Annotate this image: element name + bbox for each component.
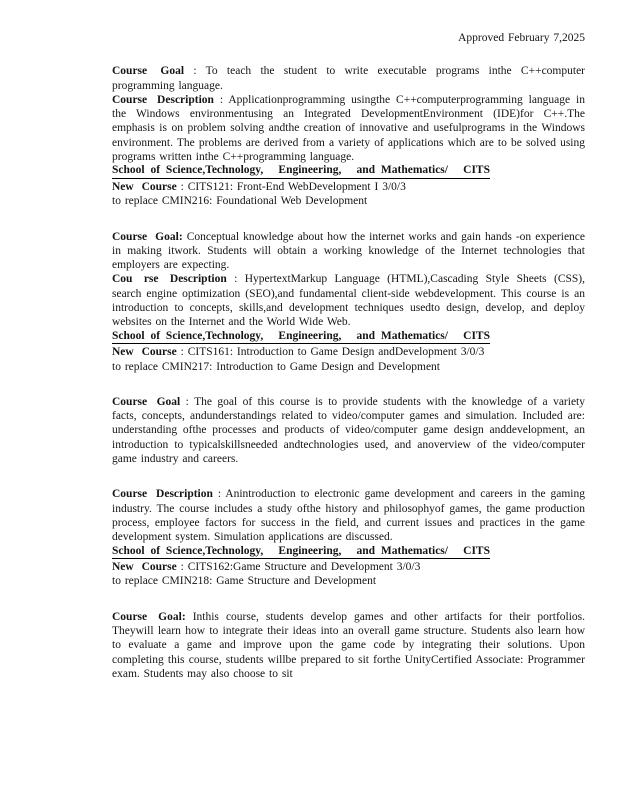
school-department-line <box>112 164 490 179</box>
course-goal-text: To teach the student to write executable programs inthe C++computer programming language. <box>112 65 586 92</box>
course-description-text: Anintroduction to electronic game development and careers in the gaming industry. The course includes a study ofthe history and philosophyof games, the game production process, employee factors for success in the field, and current issues and practices in the game development system. Simulation applications are discussed. <box>112 488 585 544</box>
school-segment: CITS <box>463 544 490 557</box>
label-separator: : <box>226 273 245 286</box>
school-segment: and Mathematics/ <box>356 544 448 557</box>
new-course-text: CITS162:Game Structure and Development 3/0/3 <box>187 561 421 574</box>
course-goal-text: The goal of this course is to provide students with the knowledge of a variety facts, concepts, andunderstandings related to video/computer games and simulation. Included are: understanding ofthe processes and products of video/computer game design anddevelopment, an introduction to typicalskillsneeded andtechnologies used, and anoverview of the video/computer game industry and careers. <box>112 395 585 466</box>
course-description-paragraph <box>112 487 585 544</box>
course-goal-paragraph <box>112 395 585 466</box>
course-goal-text: Inthis course, students develop games and other artifacts for their portfolios. Theywill learn how to integrate their ideas into an overall game structure. Students also learn how to evaluate a game and improve upon the game code by integrating their solutions. Upon completing this course, students willbe prepared to sit forthe UnityCertified Associate: Programmer exam. Students may also choose to sit <box>112 610 586 680</box>
label-separator: : <box>184 65 206 78</box>
new-course-text: CITS121: Front-End WebDevelopment I 3/0/3 <box>187 180 406 193</box>
school-segment: and Mathematics/ <box>356 329 448 342</box>
label-separator: : <box>176 561 188 574</box>
course-goal-label: Course Goal <box>112 395 181 408</box>
school-segment: Engineering, <box>278 329 342 342</box>
school-segment: CITS <box>463 329 490 342</box>
course-goal-paragraph <box>112 230 585 273</box>
school-department-line <box>112 545 490 560</box>
course-goal-label: Course Goal: <box>112 610 186 623</box>
replace-line: to replace CMIN218: Game Structure and Development <box>112 575 377 588</box>
replace-line: to replace CMIN217: Introduction to Game Design and Development <box>112 360 441 373</box>
course-description-label: Cou rse Description <box>112 273 227 286</box>
new-course-line <box>112 345 585 359</box>
course-block-gamestructure-goal <box>112 610 585 681</box>
new-course-text: CITS161: Introduction to Game Design andDevelopment 3/0/3 <box>187 346 485 359</box>
approval-date: Approved February 7,2025 <box>458 32 585 44</box>
label-separator: : <box>213 93 229 106</box>
course-goal-label: Course Goal <box>112 65 185 78</box>
label-separator: : <box>176 346 188 359</box>
replace-line: to replace CMIN216: Foundational Web Development <box>112 195 368 208</box>
label-separator: : <box>212 488 226 501</box>
school-department-line <box>112 330 490 345</box>
new-course-label: New Course <box>112 346 177 359</box>
course-description-label: Course Description <box>112 93 214 106</box>
course-block-gamedesign-goal <box>112 395 585 466</box>
course-description-text: Applicationprogramming usingthe C++computerprogramming language in the Windows environmentusing an Integrated DevelopmentEnvironment (IDE)for C++.The emphasis is on problem solving andthe creation of innovative and usefulprograms in the Windows environment. The problems are derived from a variety of applications which are to be solved using programs written inthe C++programming language. <box>112 93 585 164</box>
course-block-cpp <box>112 64 585 208</box>
course-goal-paragraph <box>112 64 585 93</box>
school-segment: School of Science,Technology, <box>112 164 264 177</box>
new-course-line <box>112 180 585 194</box>
course-description-paragraph <box>112 93 585 164</box>
course-block-web <box>112 230 585 374</box>
school-segment: CITS <box>463 164 490 177</box>
school-segment: Engineering, <box>278 164 342 177</box>
course-goal-label: Course Goal: <box>112 230 183 243</box>
new-course-line <box>112 560 585 574</box>
new-course-label: New Course <box>112 561 177 574</box>
course-goal-text: Conceptual knowledge about how the internet works and gain hands -on experience in making itwork. Students will obtain a working knowledge of the Internet technologies that employers are expecting. <box>112 230 586 272</box>
course-description-text: HypertextMarkup Language (HTML),Cascading Style Sheets (CSS), search engine optimization (SEO),and fundamental client-side webdevelopment. This course is an introduction to concepts, skills,and development techniques usedto design, develop, and deploy websites on the Internet and the World Wide Web. <box>112 273 585 329</box>
school-segment: School of Science,Technology, <box>112 329 264 342</box>
label-separator: : <box>180 395 195 408</box>
course-block-gamedesign-description <box>112 487 585 588</box>
school-segment: School of Science,Technology, <box>112 544 264 557</box>
new-course-label: New Course <box>112 180 177 193</box>
course-goal-paragraph <box>112 610 585 681</box>
label-separator <box>186 611 193 623</box>
label-separator: : <box>176 180 188 193</box>
course-description-paragraph <box>112 272 585 329</box>
school-segment: and Mathematics/ <box>356 164 448 177</box>
school-segment: Engineering, <box>278 544 342 557</box>
course-description-label: Course Description <box>112 488 213 501</box>
